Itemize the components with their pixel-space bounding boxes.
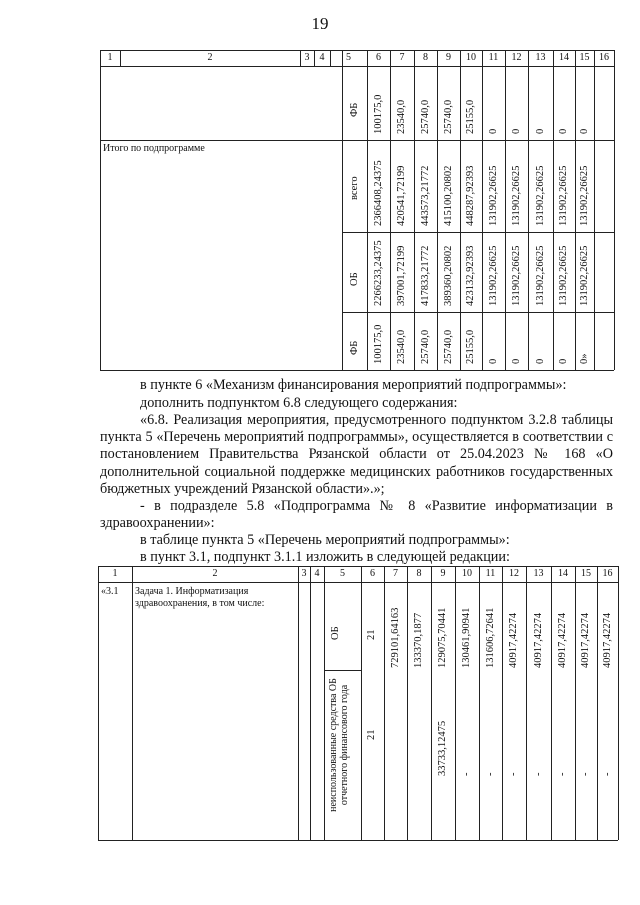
table2-header-cell: 6 (370, 568, 375, 579)
table1-header-cell: 3 (304, 52, 310, 63)
table2-source-label: ОБ (330, 626, 341, 640)
table2-value-cell: 133370,1877 (413, 612, 424, 668)
table2-value-cell: 130461,90941 (461, 607, 472, 668)
grid-line (98, 840, 618, 841)
table1-header-cell: 7 (399, 52, 405, 63)
table2-unused-funds-label: неиспользованные средства ОБ отчетного финансового года (328, 678, 350, 812)
grid-line (132, 566, 133, 840)
table1-header-cell: 11 (488, 52, 499, 63)
table1-header-cell: 2 (207, 52, 213, 63)
table2-header-cell: 1 (112, 568, 118, 579)
table2-header-cell: 8 (416, 568, 422, 579)
grid-line (618, 566, 619, 840)
grid-line (526, 566, 527, 840)
grid-line (431, 566, 432, 840)
table1-value-cell: 2266233,24375 (372, 240, 384, 306)
table1-header-cell: 10 (466, 52, 476, 63)
table1-header-cell: 13 (535, 52, 546, 63)
table1-value-cell: 25155,0 (465, 99, 476, 134)
table1-value-cell: 415100,20802 (442, 165, 454, 226)
table2-value-cell: - (580, 772, 591, 776)
table1-value-cell: 0 (510, 128, 522, 134)
table1-value-cell: 0 (558, 358, 569, 364)
table1-value-cell: 0 (487, 128, 499, 134)
table1-value-cell: 131902,26625 (578, 245, 590, 306)
grid-line (455, 566, 456, 840)
grid-line (551, 566, 552, 840)
table2-value-cell: 129075,70441 (437, 607, 448, 668)
table1-value-cell: 25740,0 (419, 329, 431, 364)
table1-header-cell: 15 (579, 52, 590, 63)
table1-value-cell: 2366408,24375 (372, 160, 384, 226)
table1-total-label: Итого по подпрограмме (103, 143, 205, 154)
table1-value-cell: 25155,0 (465, 329, 476, 364)
table2-item-text: Задача 1. Информатизация здравоохранения, в том числе: (135, 586, 265, 609)
table1-source-label: всего (349, 176, 360, 200)
table2-code-cell: 21 (366, 629, 377, 640)
table2-header-cell: 13 (533, 568, 544, 579)
table1-value-cell: 0 (510, 358, 522, 364)
grid-line (597, 566, 598, 840)
table2-value-cell: - (601, 772, 613, 776)
paragraph-financing: в пункте 6 «Механизм финансирования мероприятий подпрограммы»: (140, 377, 567, 393)
paragraph-subsection-5-8: - в подразделе 5.8 «Подпрограмма № 8 «Развитие информатизации в здравоохранении»: (100, 498, 613, 532)
table2-value-cell: - (461, 772, 472, 776)
table1-value-cell: 131902,26625 (558, 245, 569, 306)
table1-header-cell: 8 (423, 52, 428, 63)
table2-value-cell: - (484, 772, 496, 776)
grid-line (502, 566, 503, 840)
grid-line (361, 566, 362, 840)
table1-value-cell: 131902,26625 (487, 245, 499, 306)
table2-item-number: «3.1 (101, 586, 119, 597)
table1-value-cell: 0 (558, 128, 569, 134)
table2-code-cell: 21 (366, 729, 377, 740)
table1-value-cell: 389360,20802 (442, 245, 454, 306)
paragraph-add-subclause: дополнить подпунктом 6.8 следующего содержания: (140, 395, 458, 411)
paragraph-point-3-1: в пункт 3.1, подпункт 3.1.1 изложить в следующей редакции: (140, 549, 510, 565)
grid-line (98, 566, 99, 840)
table1-value-cell: 23540,0 (396, 99, 407, 134)
table2-value-cell: 729101,64163 (389, 607, 401, 668)
paragraph-table-point-5: в таблице пункта 5 «Перечень мероприятий подпрограммы»: (140, 532, 510, 548)
table1-value-cell: 131902,26625 (510, 245, 522, 306)
table2-header-cell: 12 (509, 568, 519, 579)
table1-value-cell: 25740,0 (419, 99, 431, 134)
table1-source-label: ФБ (349, 102, 360, 117)
table2-header-cell: 7 (393, 568, 398, 579)
table1-header-cell: 1 (107, 52, 113, 63)
table2-value-cell: - (557, 772, 568, 776)
table2-header-cell: 3 (301, 568, 307, 579)
table2-header-cell: 9 (440, 568, 446, 579)
paragraph-clause-6-8: «6.8. Реализация мероприятия, предусмотренного подпунктом 3.2.8 таблицы пункта 5 «Перечень мероприятий подпрограммы», осуществляется в соответствии с постановлением Правительства Рязанской области от 25.04.2023 № 168 «О дополнительной социальной поддержке медицинских работников государственных бюджетных учреждений Рязанской области».»; (100, 412, 613, 497)
grid-line (575, 566, 576, 840)
table2-header-cell: 16 (602, 568, 613, 579)
table1-header-cell: 14 (559, 52, 569, 63)
table1-value-cell: 0» (578, 353, 590, 364)
table2-value-cell: - (532, 772, 544, 776)
table1-header-cell: 5 (346, 52, 351, 63)
page-number: 19 (311, 14, 329, 33)
table1-value-cell: 100175,0 (372, 324, 384, 364)
table1-value-cell: 0 (487, 358, 499, 364)
table1-value-cell: 131902,26625 (534, 165, 546, 226)
table1-value-cell: 131902,26625 (558, 165, 569, 226)
table2-header-cell: 15 (581, 568, 591, 579)
table1-source-label: ОБ (349, 272, 360, 286)
table1-value-cell: 0 (578, 128, 590, 134)
table1-value-cell: 397001,72199 (396, 245, 407, 306)
table1-value-cell: 448287,92393 (465, 165, 476, 226)
table1-value-cell: 131902,26625 (578, 165, 590, 226)
table1-value-cell: 131902,26625 (510, 165, 522, 226)
table1-header-cell: 6 (376, 52, 381, 63)
table2-value-cell: 131606,72641 (484, 607, 496, 668)
grid-line (407, 566, 408, 840)
table1-value-cell: 420541,72199 (396, 165, 407, 226)
table2-value-cell: 33733,12475 (437, 720, 448, 776)
table1-header-cell: 4 (319, 52, 325, 63)
table1-value-cell: 423132,92393 (465, 245, 476, 306)
table1-value-cell: 131902,26625 (487, 165, 499, 226)
grid-line (98, 582, 618, 583)
grid-line (479, 566, 480, 840)
table1-value-cell: 23540,0 (396, 329, 407, 364)
table1-value-cell: 131902,26625 (534, 245, 546, 306)
table1-value-cell: 25740,0 (442, 329, 454, 364)
table2-header-cell: 10 (462, 568, 472, 579)
table2-value-cell: - (508, 772, 519, 776)
table1-value-cell: 25740,0 (442, 99, 454, 134)
table1-value-cell: 443573,21772 (419, 165, 431, 226)
table1-value-cell: 417833,21772 (419, 245, 431, 306)
table2-header-cell: 14 (558, 568, 568, 579)
table1-value-cell: 0 (534, 128, 546, 134)
table2-header-cell: 2 (212, 568, 218, 579)
table1-header-cell: 12 (511, 52, 522, 63)
table2-header-cell: 11 (485, 568, 496, 579)
table2-header-cell: 5 (340, 568, 345, 579)
table2-value-cell: 40917,42274 (557, 612, 568, 668)
table1-value-cell: 0 (534, 358, 546, 364)
table2-value-cell: 40917,42274 (532, 612, 544, 668)
table2-value-cell: 40917,42274 (580, 612, 591, 668)
table1-value-cell: 100175,0 (372, 94, 384, 134)
table1-header-cell: 9 (446, 52, 451, 63)
table2-value-cell: 40917,42274 (508, 612, 519, 668)
table1-source-label: ФБ (349, 340, 360, 355)
grid-line (298, 566, 299, 840)
grid-line (324, 566, 325, 840)
grid-line (310, 566, 311, 840)
table2-value-cell: 40917,42274 (601, 612, 613, 668)
table2-header-cell: 4 (314, 568, 320, 579)
grid-line (384, 566, 385, 840)
table1-header-cell: 16 (599, 52, 609, 63)
